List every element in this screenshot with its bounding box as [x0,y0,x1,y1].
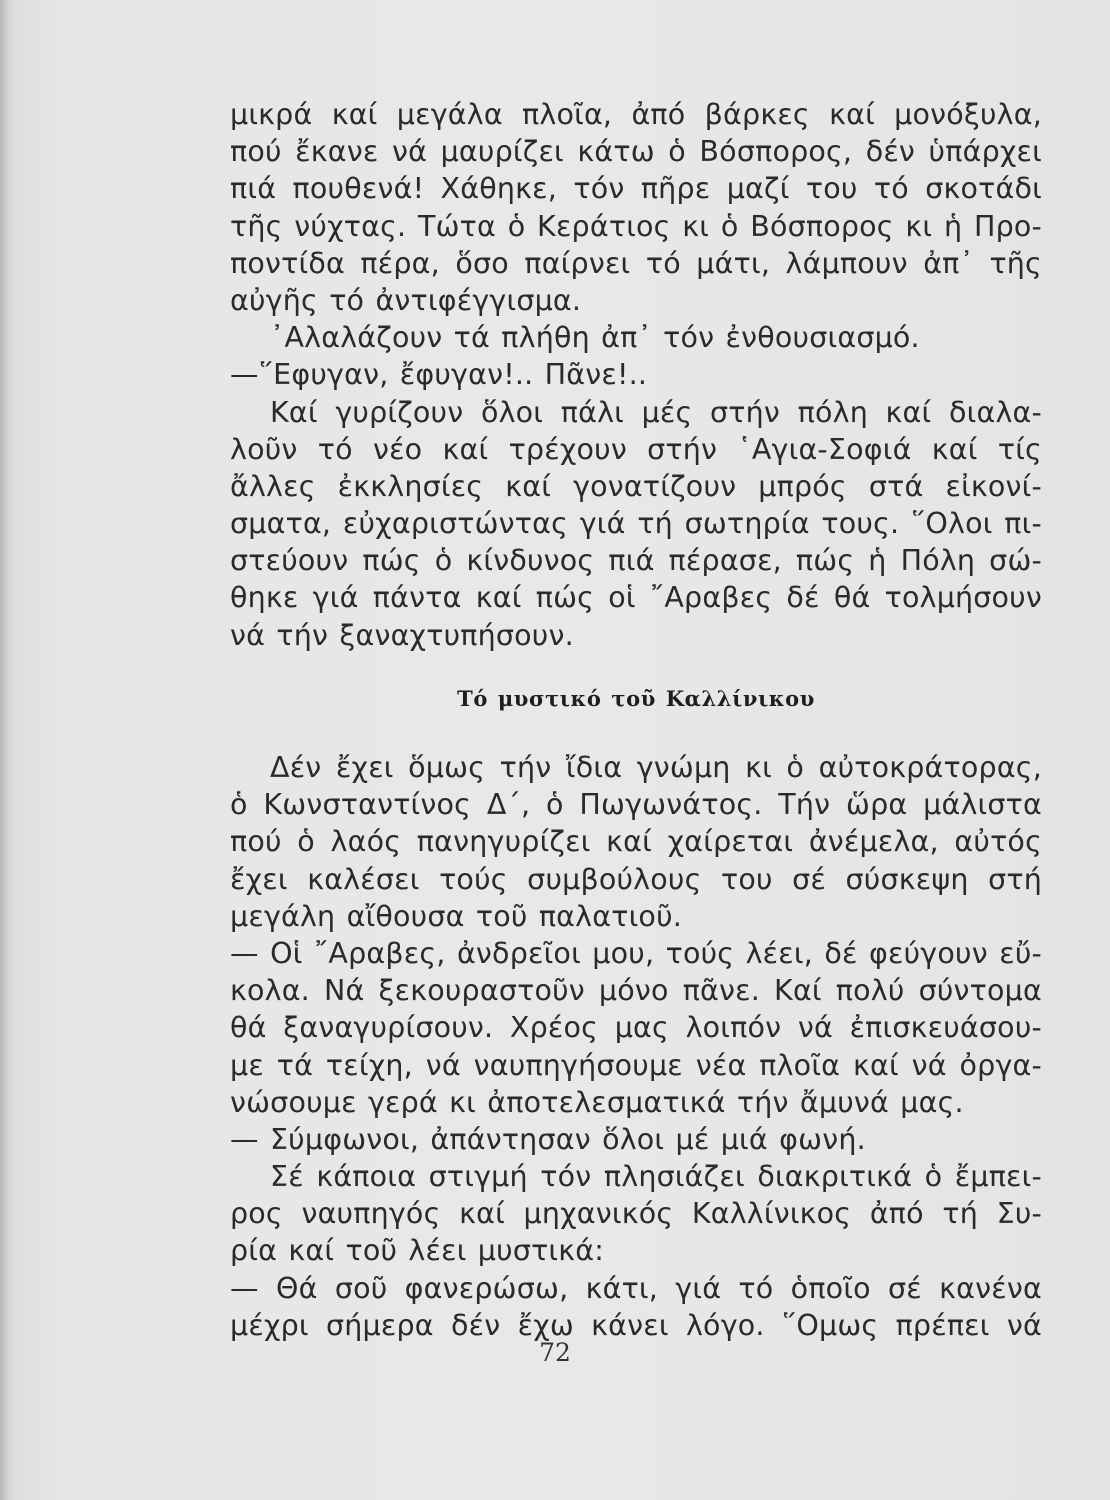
text-line: — Οἱ ῎Αραβες, ἀνδρεῖοι μου, τούς λέει, δέ φεύγουν εὔ- [230,936,1042,970]
text-line: Καί γυρίζουν ὅλοι πάλι μές στήν πόλη καί διαλα- [270,395,1042,429]
text-line: νά τήν ξαναχτυπήσουν. [230,618,574,652]
page-body-text [230,96,1042,1344]
page-spine-shadow [0,0,14,1500]
text-line: — Σύμφωνοι, ἀπάντησαν ὅλοι μέ μιά φωνή. [230,1122,866,1156]
text-line: ὁ Κωνσταντίνος Δ΄, ὁ Πωγωνάτος. Τήν ὥρα μάλιστα [230,788,1042,822]
paragraphs-after-heading [230,749,1042,1344]
text-line: τῆς νύχτας. Τώτα ὁ Κεράτιος κι ὁ Βόσπορος κι ἡ Προ- [230,209,1042,243]
text-line: με τά τείχη, νά ναυπηγήσουμε νέα πλοῖα καί νά ὀργα- [230,1048,1042,1082]
text-line: αὐγῆς τό ἀντιφέγγισμα. [230,283,582,317]
text-line: μικρά καί μεγάλα πλοῖα, ἀπό βάρκες καί μονόξυλα, [230,98,1042,131]
text-line: —῞Εφυγαν, ἔφυγαν!.. Πᾶνε!.. [230,358,648,392]
text-line: θά ξαναγυρίσουν. Χρέος μας λοιπόν νά ἐπισκευάσου- [230,1011,1042,1045]
text-line: ρία καί τοῦ λέει μυστικά: [230,1234,605,1268]
text-line: κολα. Νά ξεκουραστοῦν μόνο πᾶνε. Καί πολύ σύντομα [230,974,1042,1008]
text-line: πού ὁ λαός πανηγυρίζει καί χαίρεται ἀνέμελα, αὐτός [230,825,1042,859]
page-number: 72 [539,1338,571,1367]
text-line: στεύουν πώς ὁ κίνδυνος πιά πέρασε, πώς ἡ Πόλη σώ- [230,544,1042,578]
text-line: ρος ναυπηγός καί μηχανικός Καλλίνικος ἀπό τή Συ- [230,1197,1042,1231]
text-line: ποντίδα πέρα, ὅσο παίρνει τό μάτι, λάμπουν ἀπ᾽ τῆς [230,246,1042,280]
text-line: ᾽Αλαλάζουν τά πλήθη ἀπ᾽ τόν ἐνθουσιασμό. [270,321,920,355]
paragraphs-before-heading [230,96,1042,654]
text-line: πού ἔκανε νά μαυρίζει κάτω ὁ Βόσπορος, δέν ὑπάρχει [230,135,1042,169]
text-line: ἄλλες ἐκκλησίες καί γονατίζουν μπρός στά εἰκονί- [230,469,1042,503]
text-line: λοῦν τό νέο καί τρέχουν στήν ῾Αγια-Σοφιά καί τίς [230,432,1042,466]
text-line: νώσουμε γερά κι ἀποτελεσματικά τήν ἄμυνά μας. [230,1085,964,1119]
text-line: μέχρι σήμερα δέν ἔχω κάνει λόγο. ῞Ομως πρέπει νά [230,1308,1042,1342]
text-line: θηκε γιά πάντα καί πώς οἱ ῎Αραβες δέ θά τολμήσουν [230,581,1042,615]
text-line: — Θά σοῦ φανερώσω, κάτι, γιά τό ὁποῖο σέ κανένα [230,1271,1042,1305]
text-line: ἔχει καλέσει τούς συμβούλους του σέ σύσκεψη στή [230,862,1042,896]
section-title: Τό μυστικό τοῦ Καλλίνικου [457,685,815,711]
text-line: Σέ κάποια στιγμή τόν πλησιάζει διακριτικά ὁ ἔμπει- [270,1160,1042,1194]
text-line: σματα, εὐχαριστώντας γιά τή σωτηρία τους. ῞Ολοι πι- [230,507,1042,541]
text-line: Δέν ἔχει ὅμως τήν ἴδια γνώμη κι ὁ αὐτοκράτορας, [270,751,1042,784]
text-line: μεγάλη αἴθουσα τοῦ παλατιοῦ. [230,899,683,933]
text-line: πιά πουθενά! Χάθηκε, τόν πῆρε μαζί του τό σκοτάδι [230,172,1042,206]
